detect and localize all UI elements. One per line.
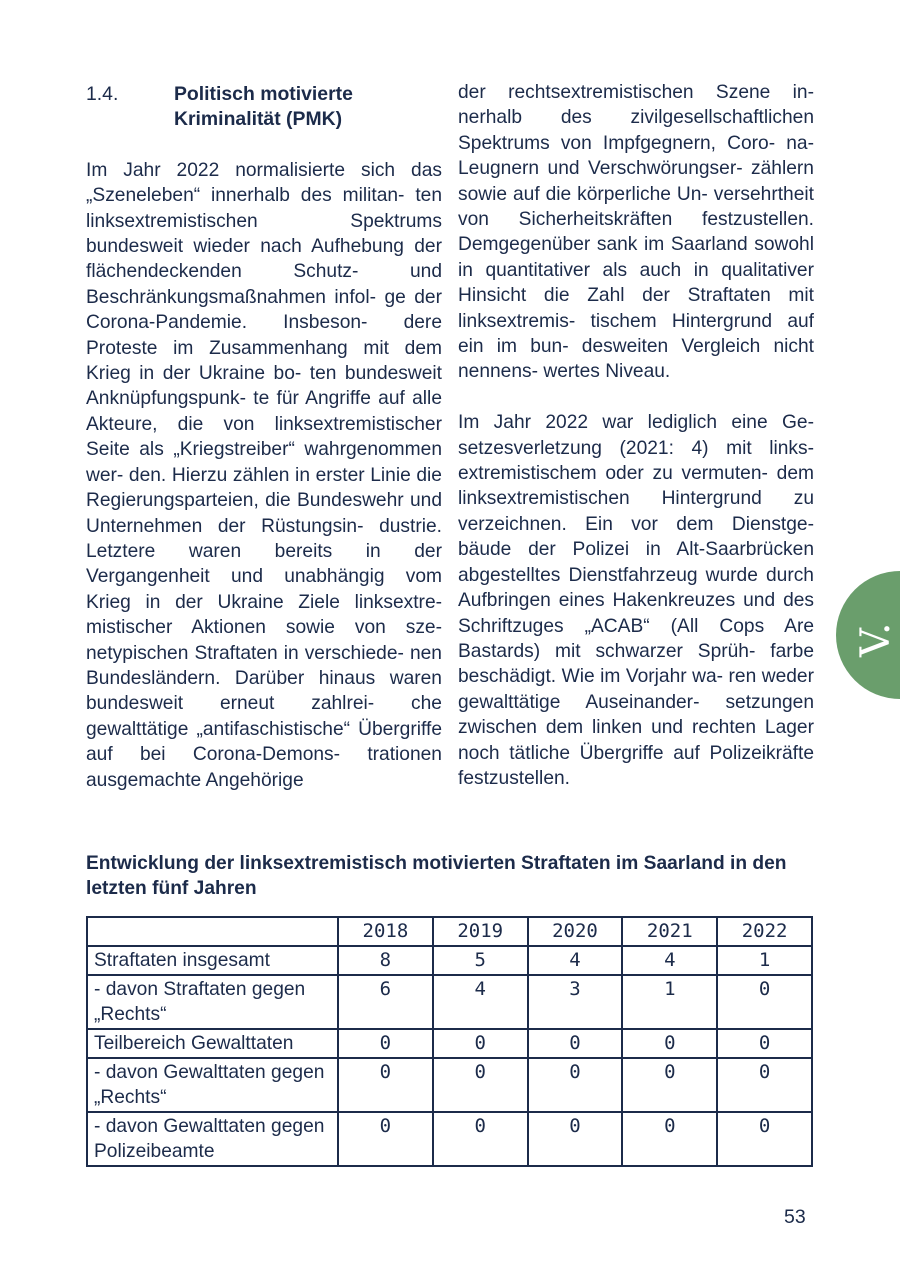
row-value: 3 — [528, 975, 623, 1029]
text-line: wertes Niveau. — [543, 361, 671, 383]
text-line: ten linksextremistischen Spektrums — [86, 185, 442, 232]
text-line: Are Bastards) mit schwarzer Sprüh- — [458, 615, 814, 662]
text-line: desweiten Vergleich nicht nennens- — [458, 336, 814, 383]
text-line: nerhalb des zivilgesellschaftlichen — [458, 107, 814, 129]
year-header: 2019 — [433, 917, 528, 946]
text-line: im Saarland sowohl in quantitativer — [458, 234, 814, 281]
row-value: 4 — [433, 975, 528, 1029]
text-line: und des Schriftzuges „ACAB“ (All Cops — [458, 590, 814, 637]
chapter-tab-marker — [836, 571, 900, 699]
text-line: ren weder gewalttätige Auseinander- — [458, 666, 814, 713]
text-line: der flächendeckenden Schutz- und — [86, 236, 442, 283]
row-value: 0 — [338, 1112, 433, 1166]
table-row — [87, 946, 812, 975]
text-line: dere Proteste im Zusammenhang — [86, 312, 442, 359]
row-value: 0 — [528, 1112, 623, 1166]
year-header: 2021 — [622, 917, 717, 946]
text-line: zu verzeichnen. Ein vor dem Dienstge- — [458, 488, 814, 535]
text-line: abgestelltes Dienstfahrzeug wurde — [458, 564, 758, 586]
row-value: 0 — [717, 1058, 812, 1112]
text-line: Im Jahr 2022 normalisierte sich das — [86, 159, 442, 181]
text-line: „Szeneleben“ innerhalb des militan- — [86, 185, 405, 207]
row-value: 6 — [338, 975, 433, 1029]
text-line: farbe beschädigt. Wie im Vorjahr wa- — [458, 640, 814, 688]
text-line: ge der Corona-Pandemie. Insbeson- — [86, 286, 442, 334]
section-heading — [86, 82, 442, 133]
row-value: 0 — [622, 1058, 717, 1112]
row-value: 4 — [622, 946, 717, 975]
row-value: 0 — [717, 1029, 812, 1058]
section-number: 1.4. — [86, 83, 119, 105]
text-line: che gewalttätige „antifaschistische“ — [86, 693, 442, 740]
row-value: 0 — [433, 1058, 528, 1112]
row-value: 1 — [717, 946, 812, 975]
text-line: setzesverletzung (2021: 4) mit links- — [458, 437, 814, 459]
text-line: und Unternehmen der Rüstungsin- — [86, 490, 442, 537]
row-value: 0 — [717, 1112, 812, 1166]
text-line: Krieg in der Ukraine Ziele linksextre- — [86, 591, 442, 613]
text-line: netypischen Straftaten in verschiede- — [86, 642, 404, 664]
text-line: „Kriegstreiber“ wahrgenommen wer- — [86, 439, 442, 486]
table-header-row — [87, 917, 812, 946]
text-line: Zahl der Straftaten mit linksextremis- — [458, 285, 814, 332]
section-title: Politisch motivierte Kriminalität (PMK) — [174, 83, 353, 131]
text-line: te für Angriffe auf alle Akteure, die — [86, 388, 442, 435]
text-line: dem linksextremistischen Hintergrund — [458, 463, 814, 510]
row-value: 0 — [338, 1029, 433, 1058]
text-line: durch Aufbringen eines Hakenkreuzes — [458, 564, 814, 612]
right-paragraph-2 — [458, 410, 814, 791]
row-value: 1 — [622, 975, 717, 1029]
table-row — [87, 1112, 812, 1166]
text-line: mistischer Aktionen sowie von sze- — [86, 617, 442, 639]
year-header: 2020 — [528, 917, 623, 946]
text-line: Vergangenheit und unabhängig vom — [86, 566, 442, 588]
row-label: - davon Straftaten gegen „Rechts“ — [87, 975, 338, 1029]
text-line: Spektrums von Impfgegnern, Coro- — [458, 132, 776, 154]
text-line: nen Bundesländern. Darüber hinaus — [86, 642, 442, 689]
text-line: festzustellen. Demgegenüber sank — [458, 209, 814, 256]
table-row — [87, 1058, 812, 1112]
text-line: Beschränkungsmaßnahmen infol- — [86, 286, 377, 308]
table-row — [87, 975, 812, 1029]
text-line: auf Polizeikräfte festzustellen. — [458, 742, 814, 789]
text-line: von linksextremistischer Seite als — [86, 413, 442, 461]
table-title: Entwicklung der linksextremistisch motivierten Straftaten im Saarland in den letzten fünf Jahren — [86, 853, 787, 899]
row-label: - davon Gewalttaten gegen „Rechts“ — [87, 1058, 338, 1112]
right-column — [458, 80, 814, 791]
text-line: der rechtsextremistischen Szene in- — [458, 82, 814, 103]
text-line: versehrtheit von Sicherheitskräften — [458, 183, 814, 231]
row-label: Straftaten insgesamt — [87, 946, 338, 975]
text-line: Regierungsparteien, die Bundeswehr — [86, 490, 404, 512]
chapter-label: V. — [853, 622, 899, 657]
row-value: 0 — [338, 1058, 433, 1112]
text-line: bundesweit wieder nach Aufhebung — [86, 236, 404, 258]
row-value: 4 — [528, 946, 623, 975]
text-line: dustrie. Letztere waren bereits in der — [86, 515, 442, 562]
table-row — [87, 1029, 812, 1058]
text-line: ten bundesweit Anknüpfungspunk- — [86, 363, 442, 410]
row-value: 0 — [622, 1029, 717, 1058]
row-label: - davon Gewalttaten gegen Polizeibeamte — [87, 1112, 338, 1166]
text-line: extremistischem oder zu vermuten- — [458, 463, 768, 485]
row-value: 8 — [338, 946, 433, 975]
row-value: 0 — [528, 1058, 623, 1112]
text-line: trationen ausgemachte Angehörige — [86, 744, 442, 791]
page-number: 53 — [784, 1206, 806, 1228]
year-header: 2022 — [717, 917, 812, 946]
text-line: tischem Hintergrund auf ein im bun- — [458, 310, 814, 358]
text-line: mit dem Krieg in der Ukraine bo- — [86, 337, 442, 385]
text-line: als auch in qualitativer Hinsicht die — [458, 259, 814, 307]
row-value: 0 — [528, 1029, 623, 1058]
text-line: rechten Lager noch tätliche Übergriffe — [458, 717, 814, 764]
statistics-table — [86, 916, 813, 1167]
row-value: 0 — [717, 975, 812, 1029]
row-label: Teilbereich Gewalttaten — [87, 1029, 338, 1058]
text-line: zählern sowie auf die körperliche Un- — [458, 158, 814, 205]
row-value: 5 — [433, 946, 528, 975]
header-empty-cell — [87, 917, 338, 946]
text-line: na-Leugnern und Verschwörungser- — [458, 132, 814, 180]
row-value: 0 — [433, 1112, 528, 1166]
text-line: den. Hierzu zählen in erster Linie die — [128, 464, 442, 486]
row-value: 0 — [622, 1112, 717, 1166]
text-line: Im Jahr 2022 war lediglich eine Ge- — [458, 412, 814, 434]
text-line: bäude der Polizei in Alt-Saarbrücken — [458, 539, 814, 561]
text-line: Übergriffe auf bei Corona-Demons- — [86, 718, 442, 766]
year-header: 2018 — [338, 917, 433, 946]
text-line: waren bundesweit erneut zahlrei- — [86, 667, 442, 715]
left-paragraph-1 — [86, 158, 442, 793]
row-value: 0 — [433, 1029, 528, 1058]
text-line: setzungen zwischen dem linken und — [458, 691, 814, 739]
left-column — [86, 80, 442, 793]
right-paragraph-1 — [458, 80, 814, 385]
